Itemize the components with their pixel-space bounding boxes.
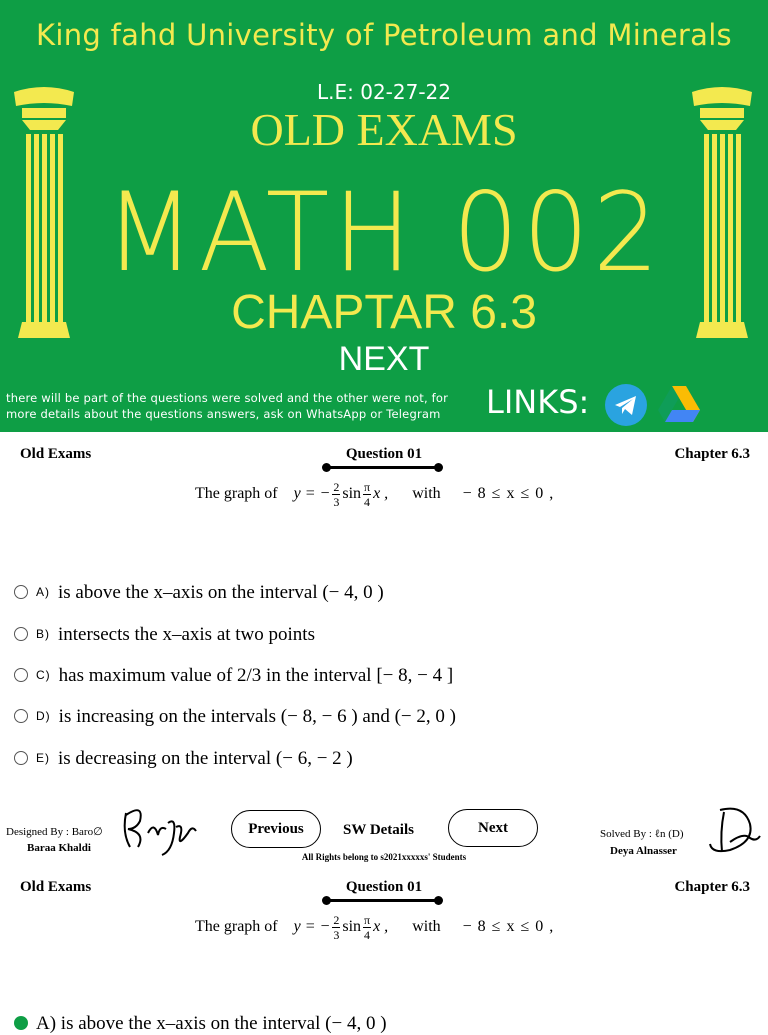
solved-by-label: Solved By : ℓn (D): [600, 828, 684, 840]
radio-button[interactable]: [14, 751, 28, 765]
header-old-exams: Old Exams: [20, 446, 92, 462]
option-text: is increasing on the intervals (− 8, − 6 ) and (− 2, 0 ): [58, 706, 456, 727]
banner-note: there will be part of the questions were solved and the other were not, for more details about the questions answers, ask on WhatsApp or Telegram: [6, 391, 449, 421]
option-a[interactable]: [14, 582, 384, 604]
fraction-two-thirds: $\frac{2}{3}$: [333, 480, 340, 509]
fraction-two-thirds: $\frac{2}{3}$: [333, 913, 340, 942]
option-letter: C): [36, 667, 51, 682]
option-letter: B): [36, 626, 50, 641]
question-underline: [326, 899, 440, 902]
question-page: [0, 432, 768, 872]
fraction-pi-fourths: $\frac{\pi}{4}$: [364, 480, 371, 509]
question-prompt: [195, 913, 554, 942]
header-chapter: Chapter 6.3: [674, 446, 750, 462]
header-chapter: Chapter 6.3: [674, 879, 750, 895]
question-number: Question 01: [345, 446, 423, 462]
option-c[interactable]: [14, 665, 453, 687]
last-edit-date: L.E: 02-27-22: [316, 80, 451, 104]
designer-name: Baraa Khaldi: [27, 842, 91, 854]
prompt-lead: The graph of: [195, 918, 278, 936]
solver-name: Deya Alnasser: [610, 845, 677, 857]
option-letter: A): [36, 584, 50, 599]
sw-details-link[interactable]: SW Details: [343, 822, 414, 838]
radio-button[interactable]: [14, 627, 28, 641]
question-page-2: [0, 865, 768, 1034]
option-letter: D): [36, 708, 51, 723]
previous-button[interactable]: Previous: [231, 810, 321, 848]
prompt-y: y = −: [293, 485, 331, 503]
option-text: intersects the x–axis at two points: [58, 624, 315, 645]
option-d[interactable]: [14, 706, 456, 728]
prompt-lead: The graph of: [195, 485, 278, 503]
question-number: Question 01: [345, 879, 423, 895]
university-title: King fahd University of Petroleum and Minerals: [36, 18, 732, 52]
prompt-x: x ,: [373, 485, 389, 503]
option-e[interactable]: [14, 748, 353, 770]
underline-dot-right: [434, 896, 443, 905]
prompt-with: with: [412, 485, 441, 503]
course-code: MATH 002: [104, 167, 664, 297]
rights-notice: All Rights belong to s2021xxxxxs' Students: [301, 852, 467, 862]
question-prompt: [195, 480, 554, 509]
question-underline: [326, 466, 440, 469]
prompt-equation: [293, 480, 393, 509]
option-a-partial[interactable]: [14, 1013, 387, 1035]
option-text: is above the x–axis on the interval (− 4, 0 ): [58, 582, 384, 603]
fraction-pi-fourths: $\frac{\pi}{4}$: [364, 913, 371, 942]
prompt-y: y = −: [293, 918, 331, 936]
banner-title: OLD EXAMS: [250, 104, 518, 155]
solver-signature-icon: [700, 802, 764, 860]
radio-button[interactable]: [14, 1016, 28, 1030]
option-letter: E): [36, 750, 50, 765]
prompt-sin: sin: [342, 918, 362, 936]
underline-dot-right: [434, 463, 443, 472]
radio-button[interactable]: [14, 585, 28, 599]
radio-button[interactable]: [14, 709, 28, 723]
option-b[interactable]: [14, 624, 315, 646]
option-text: has maximum value of 2/3 in the interval [− 8, − 4 ]: [58, 665, 454, 686]
header-old-exams: Old Exams: [20, 879, 92, 895]
option-text: A) is above the x–axis on the interval (− 4, 0 ): [36, 1013, 387, 1034]
underline-dot-left: [322, 463, 331, 472]
google-drive-icon[interactable]: [656, 384, 702, 424]
links-label: LINKS:: [486, 383, 590, 421]
prompt-with: with: [412, 918, 441, 936]
prompt-equation: [293, 913, 393, 942]
underline-dot-left: [322, 896, 331, 905]
prompt-condition: − 8 ≤ x ≤ 0 ,: [462, 918, 555, 936]
designed-by-label: Designed By : Baro∅: [6, 826, 103, 838]
option-text: is decreasing on the interval (− 6, − 2 ): [58, 748, 353, 769]
prompt-sin: sin: [342, 485, 362, 503]
radio-button[interactable]: [14, 668, 28, 682]
next-button[interactable]: Next: [448, 809, 538, 847]
prompt-condition: − 8 ≤ x ≤ 0 ,: [462, 485, 555, 503]
banner-next-link[interactable]: NEXT: [338, 340, 430, 378]
prompt-x: x ,: [373, 918, 389, 936]
cover-banner: [0, 0, 768, 432]
telegram-icon[interactable]: [605, 384, 647, 426]
chapter-title: CHAPTAR 6.3: [231, 286, 537, 339]
